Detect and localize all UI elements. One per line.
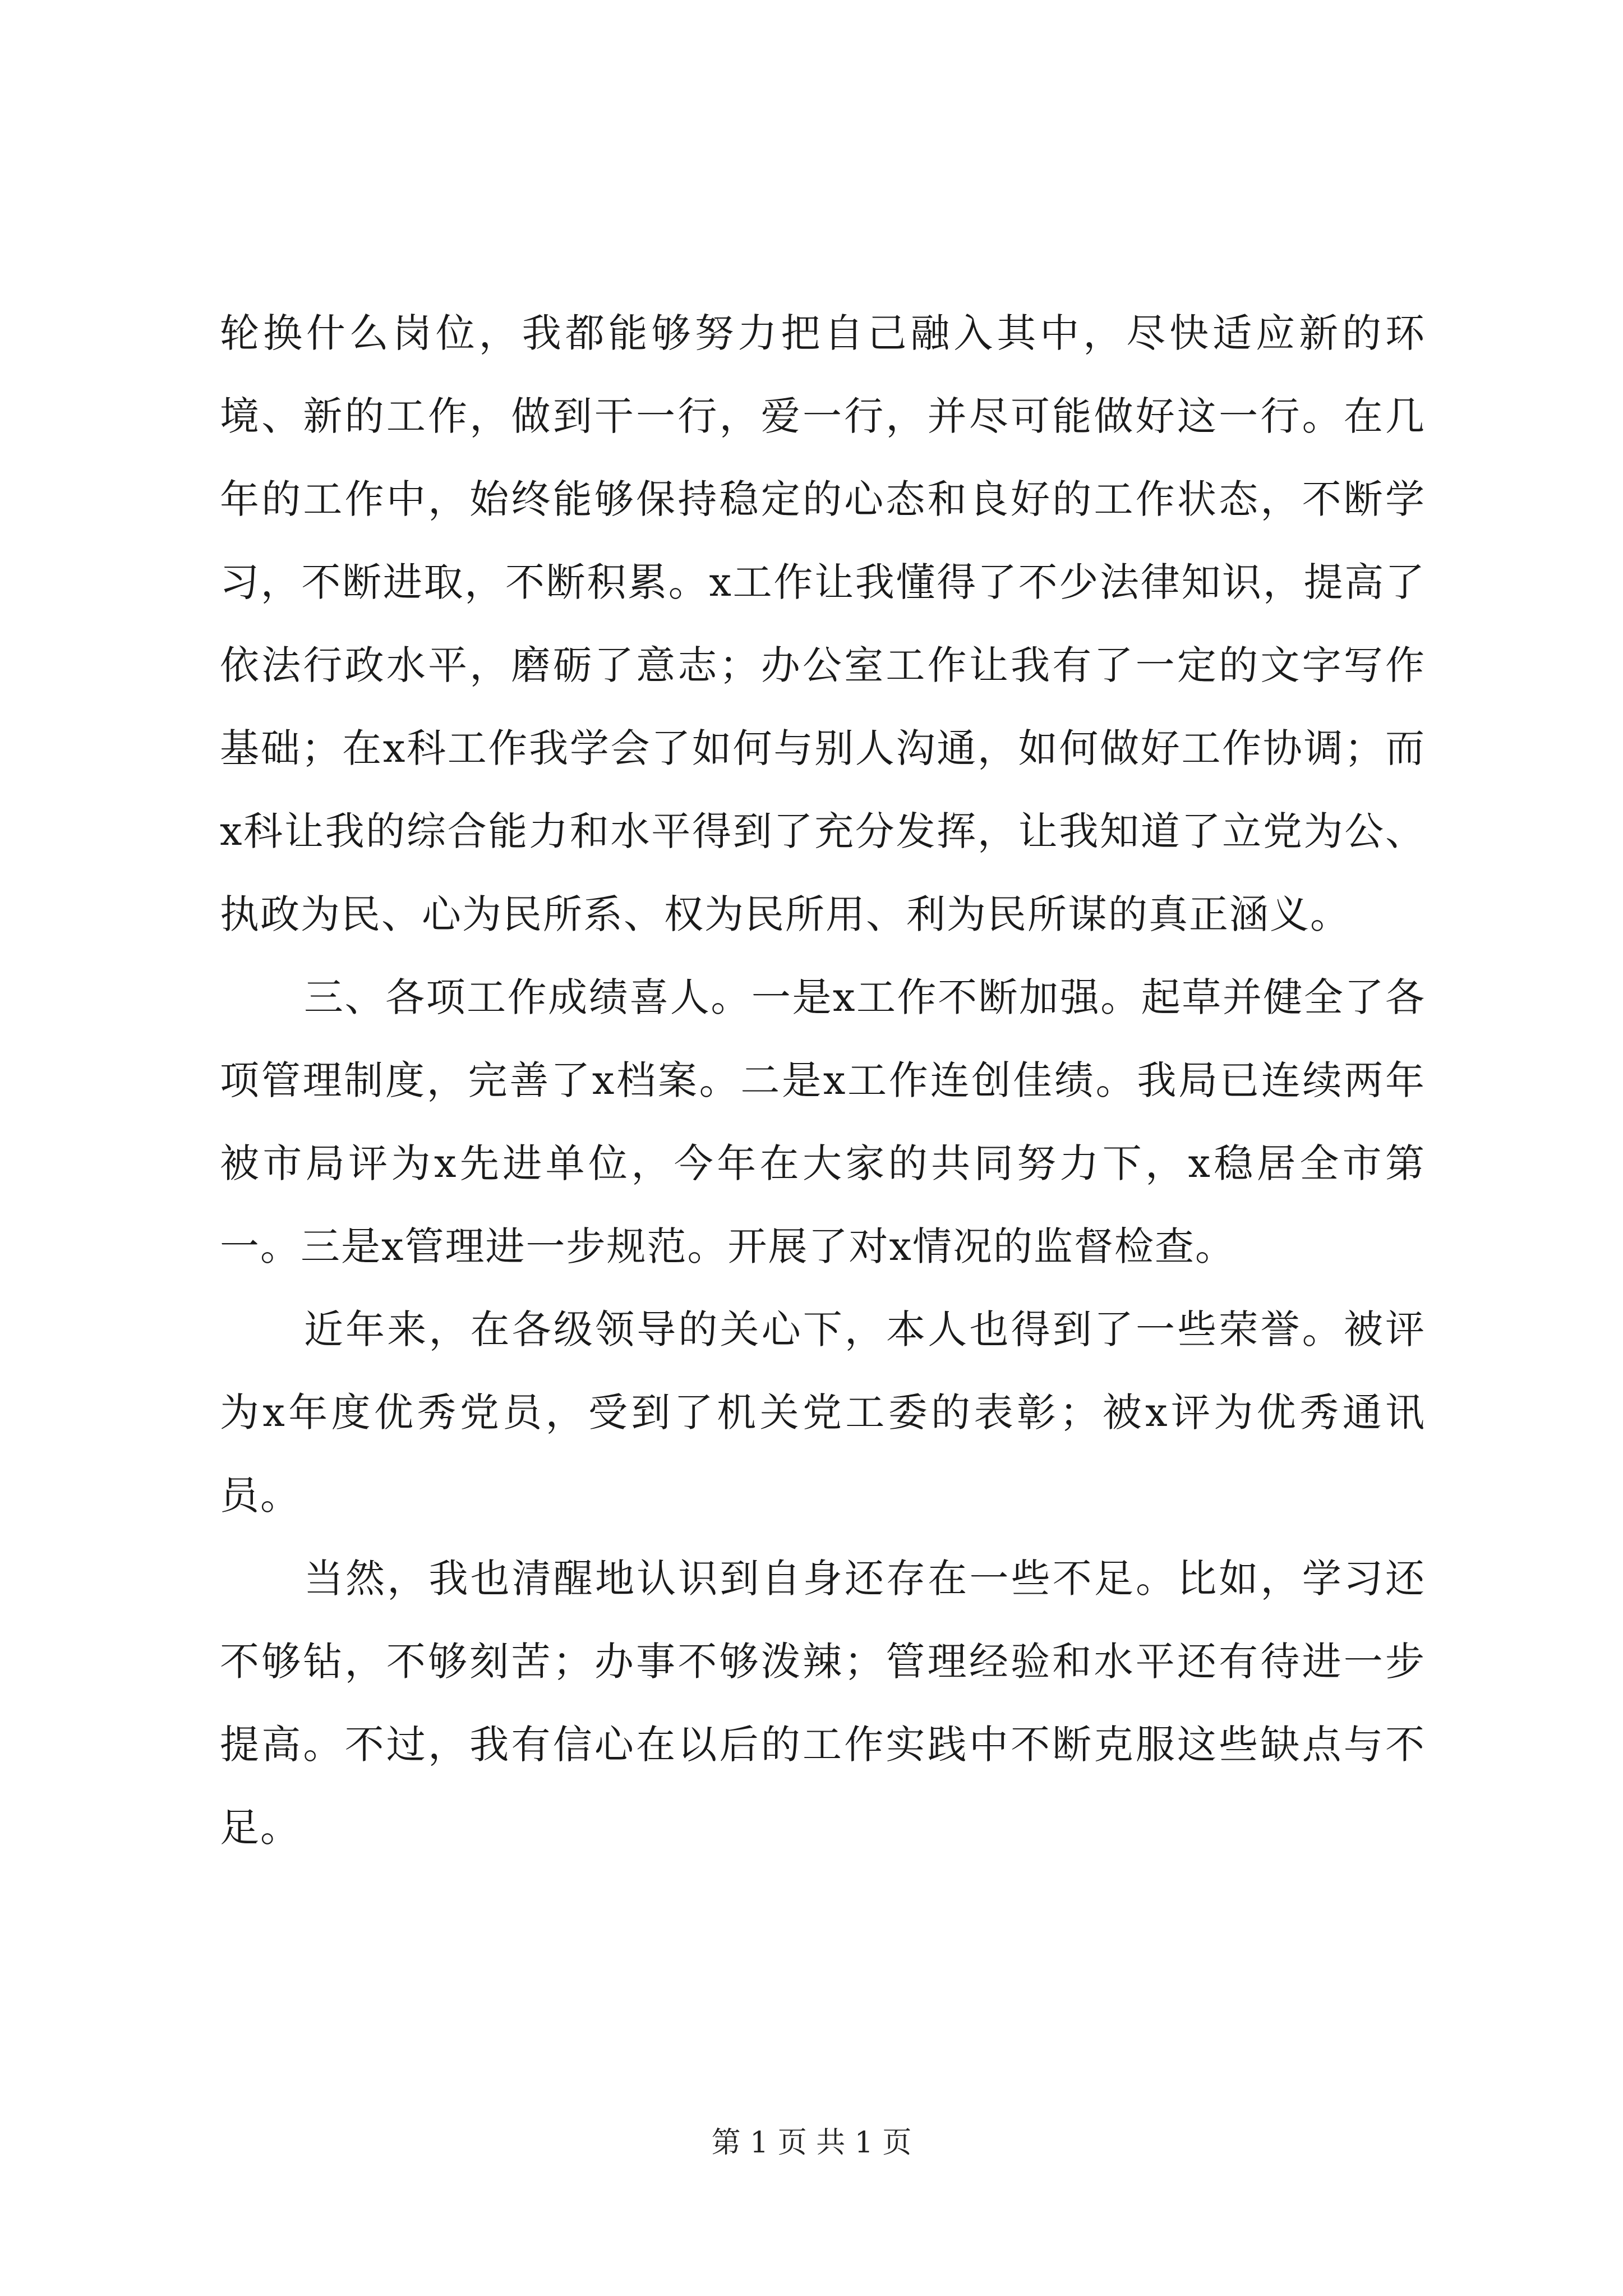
page-number-footer: 第 1 页 共 1 页 [711,2126,912,2160]
paragraph-continuation: 轮换什么岗位，我都能够努力把自己融入其中，尽快适应新的环境、新的工作，做到干一行，爱一行，并尽可能做好这一行。在几年的工作中，始终能够保持稳定的心态和良好的工作状态，不断学习，不断进取，不断积累。x工作让我懂得了不少法律知识，提高了依法行政水平，磨砺了意志；办公室工作让我有了一定的文字写作基础；在x科工作我学会了如何与别人沟通，如何做好工作协调；而x科让我的综合能力和水平得到了充分发挥，让我知道了立党为公、执政为民、心为民所系、权为民所用、利为民所谋的真正涵义。 [220,310,1426,937]
paragraph-shortcomings: 当然，我也清醒地认识到自身还存在一些不足。比如，学习还不够钻，不够刻苦；办事不够泼辣；管理经验和水平还有待进一步提高。不过，我有信心在以后的工作实践中不断克服这些缺点与不足。 [220,1556,1426,1851]
paragraph-honors: 近年来，在各级领导的关心下，本人也得到了一些荣誉。被评为x年度优秀党员，受到了机关党工委的表彰；被x评为优秀通讯员。 [220,1306,1426,1519]
document-body [220,292,1426,1869]
paragraph-achievements: 三、各项工作成绩喜人。一是x工作不断加强。起草并健全了各项管理制度，完善了x档案。二是x工作连创佳绩。我局已连续两年被市局评为x先进单位，今年在大家的共同努力下，x稳居全市第一。三是x管理进一步规范。开展了对x情况的监督检查。 [220,974,1426,1269]
